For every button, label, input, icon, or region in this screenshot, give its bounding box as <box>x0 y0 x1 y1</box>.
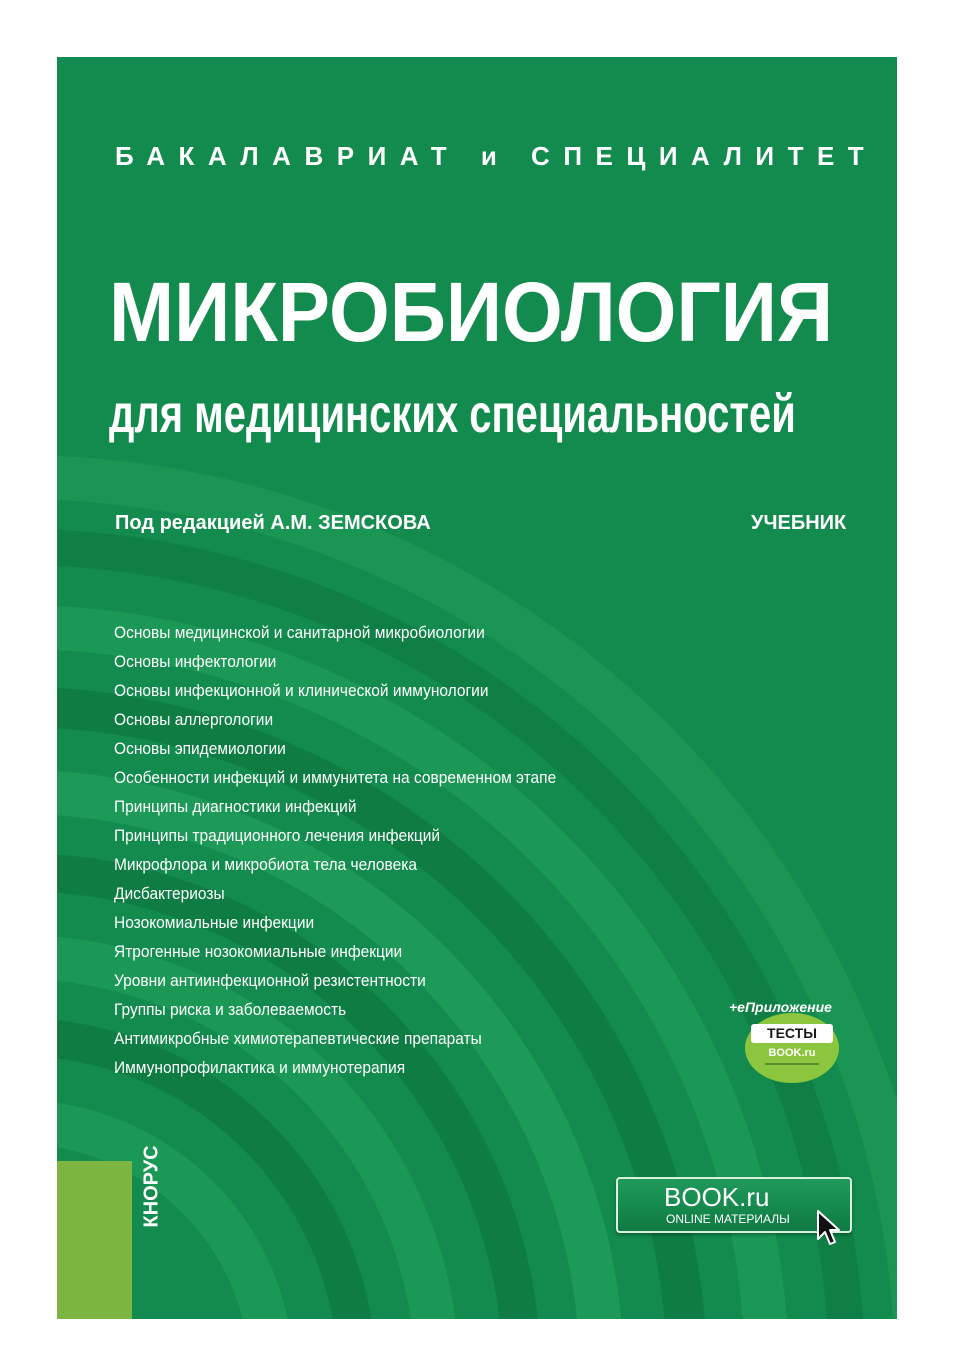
topic-item: Антимикробные химиотерапевтические препараты <box>114 1030 482 1048</box>
eapp-badge <box>729 999 859 1084</box>
book-type-label: УЧЕБНИК <box>751 512 847 534</box>
topics-list <box>114 619 584 1083</box>
topic-item: Нозокомиальные инфекции <box>114 914 315 932</box>
topic-item: Ятрогенные нозокомиальные инфекции <box>114 943 403 961</box>
topic-item: Основы медицинской и санитарной микробиологии <box>114 624 485 642</box>
topic-item: Дисбактериозы <box>114 885 225 903</box>
online-brand: BOOK.ru <box>664 1182 770 1212</box>
topic-item: Иммунопрофилактика и иммунотерапия <box>114 1059 406 1077</box>
topic-item: Микрофлора и микробиота тела человека <box>114 856 418 874</box>
mouse-pointer-icon <box>816 1209 842 1249</box>
eapp-site-label: BOOK.ru <box>768 1047 816 1059</box>
online-subtitle: ONLINE МАТЕРИАЛЫ <box>666 1212 790 1226</box>
topic-item: Основы эпидемиологии <box>114 740 286 758</box>
topic-item: Группы риска и заболеваемость <box>114 1001 347 1019</box>
eapp-tests-label: ТЕСТЫ <box>751 1024 833 1043</box>
topic-item: Основы инфекционной и клинической иммунологии <box>114 682 489 700</box>
topic-item: Принципы традиционного лечения инфекций <box>114 827 441 845</box>
spine-accent-bar <box>57 1161 132 1319</box>
eapp-label: +еПриложение <box>729 999 832 1015</box>
topic-item: Основы аллергологии <box>114 711 274 729</box>
publisher-logo <box>132 1131 172 1241</box>
eapp-fine-print <box>765 1063 819 1065</box>
topic-item: Основы инфектологии <box>114 653 277 671</box>
editor-credit: Под редакцией А.М. ЗЕМСКОВА <box>115 512 431 534</box>
book-subtitle: для медицинских специальностей <box>109 384 796 444</box>
topic-item: Особенности инфекций и иммунитета на современном этапе <box>114 769 557 787</box>
topic-item: Принципы диагностики инфекций <box>114 798 357 816</box>
book-title: МИКРОБИОЛОГИЯ <box>109 265 834 359</box>
book-cover <box>57 57 897 1319</box>
publisher-name: КНОРУС <box>140 1144 163 1228</box>
series-label: БАКАЛАВРИАТ и СПЕЦИАЛИТЕТ <box>115 141 878 171</box>
topic-item: Уровни антиинфекционной резистентности <box>114 972 426 990</box>
